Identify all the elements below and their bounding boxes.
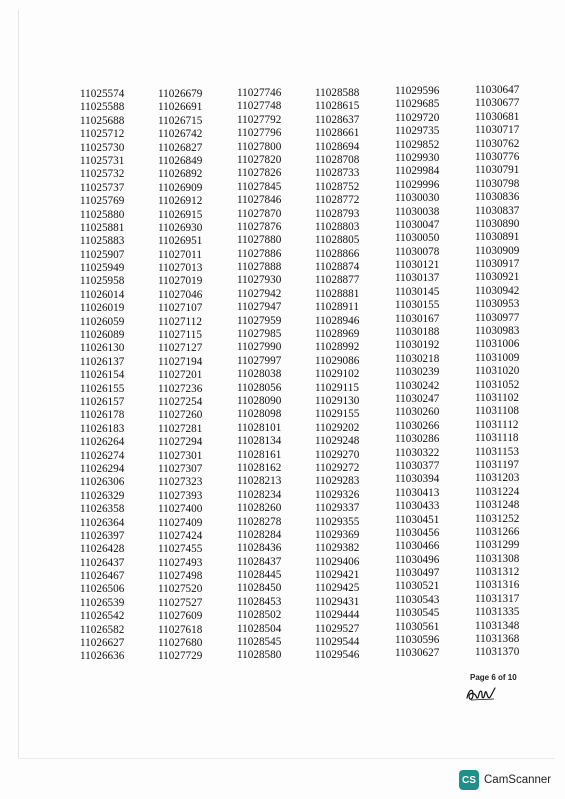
- list-item: 11029202: [315, 421, 360, 434]
- list-item: 11030909: [475, 244, 520, 257]
- list-item: 11030791: [475, 164, 520, 177]
- list-item: 11026437: [80, 556, 125, 569]
- list-item: 11030466: [395, 540, 440, 553]
- list-item: 11030561: [395, 620, 440, 633]
- list-item: 11029444: [315, 609, 360, 622]
- list-item: 11031335: [475, 606, 520, 619]
- list-item: 11027990: [237, 341, 282, 354]
- list-item: 11031108: [475, 405, 519, 418]
- list-item: 11028436: [237, 542, 282, 555]
- list-item: 11029130: [315, 394, 360, 407]
- list-item: 11026627: [80, 637, 125, 650]
- list-item: 11026715: [158, 114, 203, 127]
- list-item: 11025588: [80, 101, 125, 114]
- list-item: 11027959: [237, 314, 282, 327]
- list-item: 11028877: [315, 274, 360, 287]
- list-item: 11027393: [158, 489, 203, 502]
- list-item: 11027236: [158, 382, 203, 395]
- list-item: 11028260: [237, 502, 282, 515]
- list-item: 11027194: [158, 355, 203, 368]
- list-item: 11027498: [158, 570, 203, 583]
- list-item: 11030218: [395, 352, 440, 365]
- list-item: 11027260: [158, 409, 203, 422]
- list-item: 11026130: [80, 342, 125, 355]
- list-item: 11031102: [475, 391, 519, 404]
- list-item: 11030192: [395, 339, 440, 352]
- list-item: 11027455: [158, 543, 203, 556]
- list-item: 11028580: [237, 649, 282, 662]
- list-item: 11030762: [475, 137, 520, 150]
- list-item: 11028101: [237, 421, 282, 434]
- list-item: 11030247: [395, 392, 440, 405]
- list-item: 11029382: [315, 542, 360, 555]
- list-item: 11026364: [80, 516, 125, 529]
- list-item: 11025730: [80, 141, 125, 154]
- list-item: 11030677: [475, 97, 520, 110]
- list-item: 11026542: [80, 610, 125, 623]
- list-item: 11031112: [475, 418, 519, 431]
- list-item: 11026155: [80, 382, 125, 395]
- number-column-1: [80, 88, 158, 664]
- list-item: 11025574: [80, 88, 125, 100]
- list-item: 11030155: [395, 299, 440, 312]
- list-item: 11031009: [475, 351, 520, 364]
- list-item: 11025737: [80, 181, 125, 194]
- list-item: 11026679: [158, 88, 203, 100]
- number-column-3: [237, 87, 315, 664]
- list-item: 11030521: [395, 580, 440, 593]
- list-item: 11030921: [475, 271, 520, 284]
- list-item: 11027800: [237, 140, 282, 153]
- list-item: 11027609: [158, 610, 203, 623]
- list-item: 11028708: [315, 153, 360, 166]
- list-item: 11029155: [315, 408, 360, 421]
- list-item: 11027281: [158, 422, 203, 435]
- list-item: 11030167: [395, 312, 440, 325]
- list-item: 11026691: [158, 101, 203, 114]
- camscanner-watermark: [459, 768, 551, 792]
- list-item: 11029431: [315, 595, 360, 608]
- list-item: 11028090: [237, 394, 282, 407]
- list-item: 11030798: [475, 177, 520, 190]
- list-item: 11027493: [158, 556, 203, 569]
- list-item: 11029406: [315, 555, 360, 568]
- list-item: 11030942: [475, 284, 520, 297]
- list-item: 11030038: [395, 205, 440, 218]
- list-item: 11031252: [475, 512, 520, 525]
- list-item: 11031368: [475, 633, 520, 646]
- list-item: 11025712: [80, 128, 125, 141]
- list-item: 11026183: [80, 422, 125, 435]
- list-item: 11029355: [315, 515, 360, 528]
- list-item: 11029996: [395, 178, 440, 191]
- list-item: 11025907: [80, 248, 125, 261]
- list-item: 11028504: [237, 622, 282, 635]
- list-item: 11026892: [158, 168, 203, 181]
- list-item: 11030717: [475, 124, 520, 137]
- list-item: 11026329: [80, 489, 125, 502]
- list-item: 11030266: [395, 419, 440, 432]
- list-item: 11028881: [315, 287, 360, 300]
- list-item: 11026582: [80, 623, 125, 636]
- list-item: 11026137: [80, 355, 125, 368]
- list-item: 11028278: [237, 515, 282, 528]
- list-item: 11026912: [158, 195, 203, 208]
- list-item: 11030047: [395, 218, 440, 231]
- list-item: 11026951: [158, 235, 203, 248]
- list-item: 11025880: [80, 208, 125, 221]
- list-item: 11028874: [315, 261, 360, 274]
- list-item: 11026827: [158, 141, 203, 154]
- list-item: 11028911: [315, 301, 359, 314]
- list-item: 11027820: [237, 153, 282, 166]
- list-item: 11030137: [395, 272, 440, 285]
- list-item: 11031316: [475, 579, 520, 592]
- list-item: 11027942: [237, 287, 282, 300]
- list-item: 11028805: [315, 234, 360, 247]
- number-grid: [80, 86, 535, 664]
- list-item: 11031020: [475, 365, 520, 378]
- list-item: 11031052: [475, 378, 520, 391]
- number-column-4: [315, 87, 395, 664]
- list-item: 11030497: [395, 567, 440, 580]
- list-item: 11028866: [315, 247, 360, 260]
- list-item: 11028098: [237, 408, 282, 421]
- list-item: 11027876: [237, 220, 282, 233]
- list-item: 11027307: [158, 462, 203, 475]
- list-item: 11027424: [158, 529, 203, 542]
- list-item: 11027011: [158, 248, 202, 261]
- list-item: 11025688: [80, 114, 125, 127]
- list-item: 11027985: [237, 328, 282, 341]
- list-item: 11030433: [395, 500, 440, 513]
- page-number: Page 6 of 10: [470, 673, 517, 682]
- list-item: 11028284: [237, 528, 282, 541]
- list-item: 11027618: [158, 623, 203, 636]
- list-item: 11030078: [395, 245, 440, 258]
- list-item: 11027870: [237, 207, 282, 220]
- list-item: 11030890: [475, 217, 520, 230]
- list-item: 11031312: [475, 566, 520, 579]
- list-item: 11030917: [475, 258, 520, 271]
- list-item: 11028772: [315, 194, 360, 207]
- list-item: 11027886: [237, 247, 282, 260]
- number-column-6: [475, 84, 535, 664]
- list-item: 11028752: [315, 180, 360, 193]
- list-item: 11027201: [158, 369, 203, 382]
- list-item: 11026636: [80, 650, 125, 663]
- list-item: 11026264: [80, 436, 125, 449]
- list-item: 11030983: [475, 325, 520, 338]
- list-item: 11028803: [315, 220, 360, 233]
- list-item: 11028637: [315, 113, 360, 126]
- list-item: 11028615: [315, 100, 360, 113]
- list-item: 11029283: [315, 475, 360, 488]
- list-item: 11028445: [237, 569, 282, 582]
- list-item: 11028694: [315, 140, 360, 153]
- camscanner-brand: CamScanner: [484, 774, 552, 786]
- list-item: 11026467: [80, 570, 125, 583]
- list-item: 11025881: [80, 221, 125, 234]
- list-item: 11031203: [475, 472, 520, 485]
- list-item: 11030545: [395, 607, 440, 620]
- list-item: 11026915: [158, 208, 203, 221]
- list-item: 11029369: [315, 528, 360, 541]
- list-item: 11030977: [475, 311, 520, 324]
- list-item: 11027115: [158, 329, 202, 342]
- list-item: 11026306: [80, 476, 125, 489]
- list-item: 11030050: [395, 232, 440, 245]
- list-item: 11026178: [80, 409, 125, 422]
- list-item: 11031153: [475, 445, 519, 458]
- list-item: 11031006: [475, 338, 520, 351]
- list-item: 11028213: [237, 475, 282, 488]
- list-item: 11030647: [475, 84, 520, 96]
- list-item: 11027826: [237, 167, 282, 180]
- list-item: 11028793: [315, 207, 360, 220]
- list-item: 11025883: [80, 235, 125, 248]
- list-item: 11029544: [315, 636, 360, 649]
- list-item: 11027947: [237, 301, 282, 314]
- list-item: 11026428: [80, 543, 125, 556]
- list-item: 11027748: [237, 100, 282, 113]
- list-item: 11031317: [475, 592, 520, 605]
- list-item: 11029546: [315, 649, 360, 662]
- list-item: 11027520: [158, 583, 203, 596]
- list-item: 11027013: [158, 262, 203, 275]
- list-item: 11025769: [80, 195, 125, 208]
- list-item: 11027046: [158, 288, 203, 301]
- list-item: 11026059: [80, 315, 125, 328]
- list-item: 11030681: [475, 110, 520, 123]
- list-item: 11028038: [237, 368, 282, 381]
- list-item: 11030188: [395, 326, 440, 339]
- list-item: 11030239: [395, 366, 440, 379]
- list-item: 11031308: [475, 552, 520, 565]
- list-item: 11030953: [475, 298, 520, 311]
- list-item: 11030377: [395, 459, 440, 472]
- list-item: 11029326: [315, 488, 360, 501]
- list-item: 11029685: [395, 98, 440, 111]
- list-item: 11027527: [158, 596, 203, 609]
- list-item: 11031370: [475, 646, 520, 659]
- list-item: 11030322: [395, 446, 440, 459]
- list-item: 11027746: [237, 87, 282, 99]
- list-item: 11027729: [158, 650, 203, 663]
- list-item: 11027254: [158, 395, 203, 408]
- list-item: 11029425: [315, 582, 360, 595]
- list-item: 11029115: [315, 381, 359, 394]
- list-item: 11028162: [237, 461, 282, 474]
- list-item: 11028134: [237, 435, 282, 448]
- list-item: 11030836: [475, 191, 520, 204]
- list-item: 11026742: [158, 128, 203, 141]
- list-item: 11027796: [237, 127, 282, 140]
- list-item: 11026274: [80, 449, 125, 462]
- list-item: 11029248: [315, 435, 360, 448]
- list-item: 11028437: [237, 555, 282, 568]
- list-item: 11028588: [315, 87, 360, 99]
- list-item: 11027888: [237, 261, 282, 274]
- list-item: 11029596: [395, 85, 440, 97]
- list-item: 11030030: [395, 192, 440, 205]
- number-column-5: [395, 85, 475, 664]
- list-item: 11026358: [80, 503, 125, 516]
- list-item: 11029086: [315, 354, 360, 367]
- list-item: 11029272: [315, 461, 360, 474]
- list-item: 11029270: [315, 448, 360, 461]
- list-item: 11030596: [395, 634, 440, 647]
- list-item: 11025731: [80, 154, 125, 167]
- list-item: 11028661: [315, 127, 360, 140]
- list-item: 11025949: [80, 262, 125, 275]
- list-item: 11028056: [237, 381, 282, 394]
- list-item: 11030145: [395, 285, 440, 298]
- list-item: 11027997: [237, 354, 282, 367]
- list-item: 11027409: [158, 516, 203, 529]
- list-item: 11027845: [237, 180, 282, 193]
- list-item: 11030891: [475, 231, 520, 244]
- list-item: 11026506: [80, 583, 125, 596]
- list-item: 11030837: [475, 204, 520, 217]
- list-item: 11030627: [395, 647, 440, 660]
- list-item: 11030121: [395, 259, 440, 272]
- list-item: 11026909: [158, 181, 203, 194]
- list-item: 11027323: [158, 476, 203, 489]
- list-item: 11028946: [315, 314, 360, 327]
- list-item: 11025958: [80, 275, 125, 288]
- list-item: 11029527: [315, 622, 360, 635]
- list-item: 11029735: [395, 125, 440, 138]
- list-item: 11028733: [315, 167, 360, 180]
- list-item: 11027127: [158, 342, 203, 355]
- list-item: 11031224: [475, 485, 520, 498]
- list-item: 11029720: [395, 111, 440, 124]
- list-item: 11028502: [237, 609, 282, 622]
- number-column-2: [158, 88, 237, 664]
- list-item: 11031266: [475, 525, 520, 538]
- list-item: 11027301: [158, 449, 203, 462]
- list-item: 11028969: [315, 328, 360, 341]
- list-item: 11028992: [315, 341, 360, 354]
- list-item: 11031248: [475, 499, 520, 512]
- list-item: 11027294: [158, 436, 203, 449]
- list-item: 11027792: [237, 113, 282, 126]
- list-item: 11028161: [237, 448, 282, 461]
- list-item: 11027930: [237, 274, 282, 287]
- list-item: 11030413: [395, 486, 440, 499]
- list-item: 11026019: [80, 302, 125, 315]
- list-item: 11027112: [158, 315, 202, 328]
- signature-icon: [464, 684, 500, 704]
- list-item: 11029984: [395, 165, 440, 178]
- list-item: 11031299: [475, 539, 520, 552]
- list-item: 11029930: [395, 151, 440, 164]
- list-item: 11027019: [158, 275, 203, 288]
- list-item: 11030776: [475, 150, 520, 163]
- list-item: 11031348: [475, 619, 520, 632]
- list-item: 11030451: [395, 513, 440, 526]
- list-item: 11026539: [80, 596, 125, 609]
- list-item: 11027107: [158, 302, 203, 315]
- list-item: 11026294: [80, 462, 125, 475]
- list-item: 11031197: [475, 458, 519, 471]
- list-item: 11028234: [237, 488, 282, 501]
- list-item: 11026930: [158, 221, 203, 234]
- list-item: 11029102: [315, 368, 360, 381]
- list-item: 11026014: [80, 288, 125, 301]
- list-item: 11030543: [395, 593, 440, 606]
- list-item: 11026849: [158, 154, 203, 167]
- list-item: 11028453: [237, 595, 282, 608]
- list-item: 11031118: [475, 432, 519, 445]
- list-item: 11027880: [237, 234, 282, 247]
- list-item: 11028545: [237, 636, 282, 649]
- list-item: 11026397: [80, 529, 125, 542]
- list-item: 11029337: [315, 502, 360, 515]
- list-item: 11027680: [158, 637, 203, 650]
- list-item: 11028450: [237, 582, 282, 595]
- list-item: 11027400: [158, 503, 203, 516]
- list-item: 11029421: [315, 569, 360, 582]
- list-item: 11030286: [395, 433, 440, 446]
- list-item: 11030260: [395, 406, 440, 419]
- list-item: 11026089: [80, 329, 125, 342]
- list-item: 11027846: [237, 194, 282, 207]
- list-item: 11030394: [395, 473, 440, 486]
- list-item: 11026157: [80, 395, 125, 408]
- list-item: 11030456: [395, 526, 440, 539]
- list-item: 11025732: [80, 168, 125, 181]
- list-item: 11030496: [395, 553, 440, 566]
- list-item: 11026154: [80, 369, 125, 382]
- camscanner-logo-icon: CS: [459, 770, 479, 790]
- list-item: 11030242: [395, 379, 440, 392]
- list-item: 11029852: [395, 138, 440, 151]
